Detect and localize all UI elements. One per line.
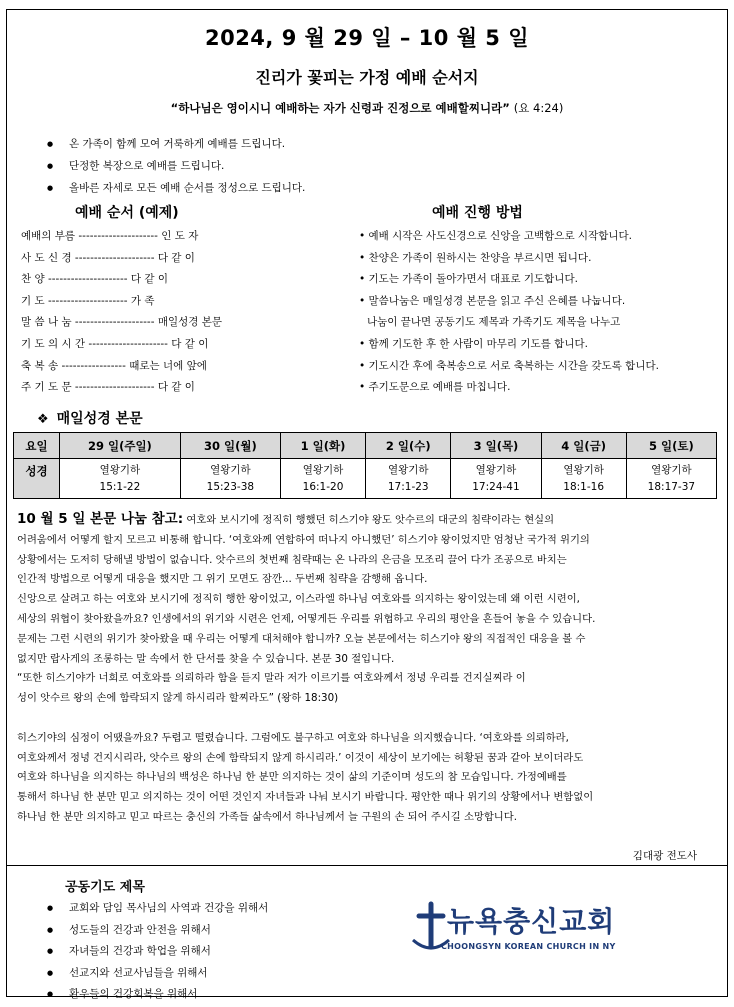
book-name: 열왕기하 — [651, 463, 692, 476]
method-row: 나눔이 끝나면 공동기도 제목과 가족기도 제목을 나누고 — [367, 316, 621, 329]
verse-text: “하나님은 영이시니 예배하는 자가 신령과 진정으로 예배할찌니라” — [170, 101, 510, 115]
prayer-list — [47, 899, 268, 1007]
scripture-cell — [451, 459, 541, 499]
study-line: 신앙으로 살려고 하는 여호와 보시기에 정직히 행한 왕이었고, 이스라엘 하나님 여호와를 의지하는 왕이었는데 왜 이런 시련이, — [17, 593, 580, 606]
order-row: 축 복 송 ----------------- 때로는 너에 앞에 — [21, 359, 207, 372]
verse-range: 15:1-22 — [99, 480, 141, 493]
method-row: • 기도는 가족이 돌아가면서 대표로 기도합니다. — [359, 273, 578, 286]
bible-reading-table — [13, 432, 717, 499]
method-row: • 말씀나눔은 매일성경 본문을 읽고 주신 은혜를 나눕니다. — [359, 294, 626, 307]
book-name: 열왕기하 — [475, 463, 517, 476]
scripture-cell — [60, 459, 181, 499]
guideline-item: ● 온 가족이 함께 모여 거룩하게 예배를 드립니다. — [47, 135, 305, 157]
bulletin-page — [6, 9, 728, 1000]
scripture-cell — [280, 459, 365, 499]
study-title: 10 월 5 일 본문 나눔 참고: — [17, 511, 184, 527]
verse-range: 15:23-38 — [206, 480, 255, 493]
day-header-cell: 30 일(월) — [180, 433, 280, 459]
prayer-item: ● 선교지와 선교사님들을 위해서 — [47, 964, 268, 986]
bible-reading-heading — [37, 408, 143, 428]
guideline-list — [47, 135, 305, 201]
order-row: 기 도 의 시 간 --------------------- 다 같 이 — [21, 337, 209, 350]
date-range-title: 2024, 9 월 29 일 – 10 월 5 일 — [204, 26, 530, 50]
study-line: 통해서 하나님 한 분만 믿고 의지하는 것이 어떤 것인지 자녀들과 나눠 보시기 바랍니다. 평안한 때나 위기의 상황에서나 변함없이 — [17, 791, 594, 804]
verse-range: 18:1-16 — [563, 480, 605, 493]
method-heading: 예배 진행 방법 — [432, 205, 523, 221]
scripture-cell — [541, 459, 626, 499]
verse-range: 18:17-37 — [647, 480, 696, 493]
verse-range: 17:24-41 — [472, 480, 520, 493]
guideline-item: ● 단정한 복장으로 예배를 드립니다. — [47, 157, 305, 179]
method-row: • 찬양은 가족이 원하시는 찬양을 부르시면 됩니다. — [359, 251, 592, 264]
method-row: • 기도시간 후에 축복송으로 서로 축복하는 시간을 갖도록 합니다. — [359, 359, 659, 372]
church-name: 뉴욕충신교회 — [447, 905, 616, 938]
bible-heading-text: 매일성경 본문 — [56, 411, 143, 427]
day-label-cell: 요일 — [14, 433, 60, 459]
study-line: 성이 앗수르 왕의 손에 함락되지 않게 하시리라 할찌라도” (왕하 18:30) — [17, 692, 339, 705]
day-header-cell: 1 일(화) — [280, 433, 365, 459]
day-header-cell: 4 일(금) — [541, 433, 626, 459]
method-row: • 예배 시작은 사도신경으로 신앙을 고백함으로 시작합니다. — [359, 230, 632, 242]
book-name: 열왕기하 — [302, 463, 344, 476]
day-header-cell: 2 일(수) — [366, 433, 451, 459]
prayer-item: ● 성도들의 건강과 안전을 위해서 — [47, 921, 268, 943]
study-line: 여호와께서 정녕 건지시리라, 앗수르 왕의 손에 함락되지 않게 하시리라.’ 이것이 세상이 보기에는 허황된 꿈과 같아 보이더라도 — [17, 751, 584, 764]
study-line: 문제는 그런 시련의 위기가 찾아왔을 때 우리는 어떻게 대처해야 합니까? 오늘 본문에서는 히스기야 왕의 직접적인 대응을 볼 수 — [17, 632, 586, 645]
study-line: 여호와 하나님을 의지하는 하나님의 백성은 하나님 한 분만 의지하는 것이 삶의 기준이며 성도의 참 모습입니다. 가정예배를 — [17, 771, 567, 784]
study-line: 상황에서는 도저히 당해낼 방법이 없습니다. 앗수르의 첫번째 침략때는 온 나라의 은금을 모조리 끌어 다가 조공으로 바치는 — [17, 553, 567, 566]
table-header-row — [14, 433, 717, 459]
scripture-cell — [180, 459, 280, 499]
day-header-cell: 29 일(주일) — [60, 433, 181, 459]
study-line: 하나님 한 분만 의지하고 믿고 따르는 충신의 가족들 삶속에서 하나님께서 늘 구원의 손 되어 주시길 소망합니다. — [17, 810, 517, 823]
study-first-line — [17, 510, 723, 531]
prayer-item: ● 교회와 담임 목사님의 사역과 건강을 위해서 — [47, 899, 268, 921]
book-name: 열왕기하 — [563, 463, 604, 476]
verse-reference: (요 4:24) — [513, 101, 564, 115]
order-row: 주 기 도 문 --------------------- 다 같 이 — [21, 381, 195, 394]
book-name: 열왕기하 — [210, 463, 251, 476]
method-row: • 주기도문으로 예배를 마칩니다. — [359, 381, 511, 394]
study-line: 히스기야의 심정이 어땠을까요? 두렵고 떨렸습니다. 그럼에도 불구하고 여호와 하나님을 의지했습니다. ‘여호와를 의뢰하라, — [17, 731, 569, 744]
guideline-item: ● 올바른 자세로 모든 예배 순서를 정성으로 드립니다. — [47, 179, 305, 201]
diamond-bullet-icon: ❖ — [37, 412, 49, 427]
author-name: 김대광 전도사 — [632, 850, 697, 862]
order-row: 예배의 부름 --------------------- 인 도 자 — [21, 230, 199, 242]
order-row: 기 도 --------------------- 가 족 — [21, 294, 155, 307]
scripture-cell — [366, 459, 451, 499]
prayer-item: ● 환우들의 건강회복을 위해서 — [47, 985, 268, 1007]
order-heading: 예배 순서 (예제) — [75, 205, 179, 221]
order-row: 찬 양 --------------------- 다 같 이 — [21, 273, 168, 286]
book-name: 열왕기하 — [387, 463, 429, 476]
prayer-item: ● 자녀들의 건강과 학업을 위해서 — [47, 942, 268, 964]
study-line: 인간적 방법으로 어떻게 대응을 했지만 그 위기 모면도 잠깐... 두번째 침략을 감행해 옵니다. — [17, 573, 428, 586]
scripture-label-cell: 성경 — [14, 459, 60, 499]
order-row: 말 씀 나 눔 --------------------- 매일성경 본문 — [21, 316, 223, 329]
study-text: 여호와 보시기에 정직히 행했던 히스기야 왕도 앗수르의 대군의 침략이라는 현실의 — [183, 514, 555, 526]
study-section — [17, 510, 723, 828]
church-subtitle: CHOONGSYN KOREAN CHURCH IN NY — [441, 942, 616, 951]
study-line: 세상의 위협이 찾아왔을까요? 인생에서의 위기와 시련은 언제, 어떻게든 우리를 위협하고 우리의 평안을 흔들어 놓을 수 있습니다. — [17, 612, 596, 625]
section-divider — [7, 865, 727, 866]
prayer-heading: 공동기도 제목 — [65, 880, 145, 895]
table-row — [14, 459, 717, 499]
day-header-cell: 5 일(토) — [626, 433, 716, 459]
order-row: 사 도 신 경 --------------------- 다 같 이 — [21, 251, 195, 264]
verse-range: 17:1-23 — [387, 480, 429, 493]
worship-method-list — [359, 227, 725, 400]
church-logo — [411, 900, 651, 960]
method-row: • 함께 기도한 후 한 사람이 마무리 기도를 합니다. — [359, 337, 588, 350]
day-header-cell: 3 일(목) — [451, 433, 541, 459]
page-title: 진리가 꽃피는 가정 예배 순서지 — [255, 68, 479, 87]
study-line: 어려움에서 어떻게 할지 모르고 비통해 합니다. ‘여호와께 연합하여 떠나지 아니했던’ 히스기야 왕이었지만 엄청난 국가적 위기의 — [17, 533, 590, 546]
book-name: 열왕기하 — [99, 463, 141, 476]
study-line: 없지만 랍사게의 조롱하는 말 속에서 한 단서를 찾을 수 있습니다. 본문 30 절입니다. — [17, 652, 395, 665]
worship-order-list — [21, 227, 301, 400]
scripture-cell — [626, 459, 716, 499]
theme-verse — [7, 100, 727, 116]
study-line: “또한 히스기야가 너희로 여호와를 의뢰하라 함을 듣지 말라 저가 이르기를 여호와께서 정녕 우리를 건지실찌라 이 — [17, 672, 526, 685]
verse-range: 16:1-20 — [302, 480, 344, 493]
